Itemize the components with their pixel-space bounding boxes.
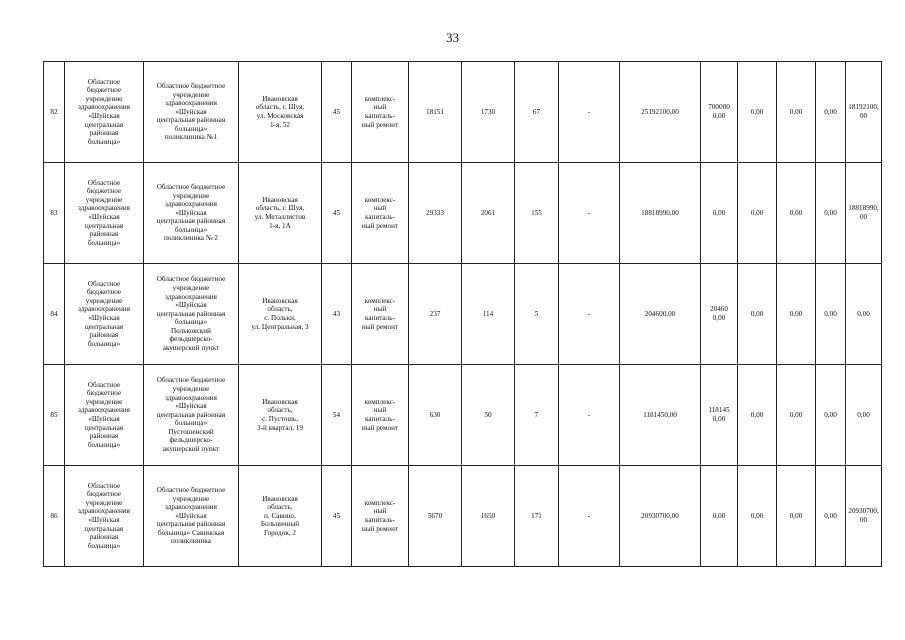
cost-cell: 1181450,00 bbox=[620, 365, 701, 466]
value-cell: 45 bbox=[322, 62, 352, 163]
address-cell: Ивановская область, п. Савино, Больничный Городок, 2 bbox=[239, 466, 322, 567]
organization-cell: Областное бюджетное учреждение здравоохранения «Шуйская центральная районная больница» bbox=[65, 466, 144, 567]
work-type-cell: комплекс- ный капиталь- ный ремонт bbox=[352, 264, 409, 365]
value-cell: 630 bbox=[409, 365, 462, 466]
value-cell: 18192100, 00 bbox=[846, 62, 882, 163]
value-cell: 0,00 bbox=[738, 163, 777, 264]
address-cell: Ивановская область, г. Шуя, ул. Металлистов 1-я, 1А bbox=[239, 163, 322, 264]
row-number: 83 bbox=[44, 163, 65, 264]
work-type-cell: комплекс- ный капиталь- ный ремонт bbox=[352, 163, 409, 264]
value-cell: 0,00 bbox=[816, 62, 846, 163]
value-cell: 50 bbox=[462, 365, 515, 466]
value-cell: 0,00 bbox=[846, 365, 882, 466]
value-cell: - bbox=[559, 365, 620, 466]
cost-cell: 25192100,00 bbox=[620, 62, 701, 163]
cost-cell: 18818990,00 bbox=[620, 163, 701, 264]
value-cell: 5670 bbox=[409, 466, 462, 567]
organization-cell: Областное бюджетное учреждение здравоохранения «Шуйская центральная районная больница» bbox=[65, 264, 144, 365]
organization-cell: Областное бюджетное учреждение здравоохранения «Шуйская центральная районная больница» bbox=[65, 365, 144, 466]
value-cell: - bbox=[559, 264, 620, 365]
table-row bbox=[44, 466, 882, 567]
value-cell: - bbox=[559, 163, 620, 264]
address-cell: Ивановская область, с. Польки, ул. Центральная, 3 bbox=[239, 264, 322, 365]
value-cell: 700000 0,00 bbox=[701, 62, 738, 163]
value-cell: 45 bbox=[322, 163, 352, 264]
value-cell: 0,00 bbox=[738, 264, 777, 365]
row-number: 84 bbox=[44, 264, 65, 365]
address-cell: Ивановская область, с. Пустошь, 3-й квартал, 19 bbox=[239, 365, 322, 466]
value-cell: 45 bbox=[322, 466, 352, 567]
table-row bbox=[44, 163, 882, 264]
organization-cell: Областное бюджетное учреждение здравоохранения «Шуйская центральная районная больница» bbox=[65, 62, 144, 163]
cost-cell: 204600,00 bbox=[620, 264, 701, 365]
value-cell: 5 bbox=[515, 264, 559, 365]
value-cell: 54 bbox=[322, 365, 352, 466]
value-cell: 1650 bbox=[462, 466, 515, 567]
facility-cell: Областное бюджетное учреждение здравоохранения «Шуйская центральная районная больница» поликлиника №1 bbox=[144, 62, 239, 163]
work-type-cell: комплекс- ный капиталь- ный ремонт bbox=[352, 62, 409, 163]
value-cell: 0,00 bbox=[701, 163, 738, 264]
table-row bbox=[44, 264, 882, 365]
value-cell: 0,00 bbox=[777, 163, 816, 264]
value-cell: 1730 bbox=[462, 62, 515, 163]
facility-cell: Областное бюджетное учреждение здравоохранения «Шуйская центральная районная больница» поликлиника № 2 bbox=[144, 163, 239, 264]
value-cell: 155 bbox=[515, 163, 559, 264]
value-cell: 2061 bbox=[462, 163, 515, 264]
value-cell: - bbox=[559, 466, 620, 567]
value-cell: 20930700, 00 bbox=[846, 466, 882, 567]
value-cell: 114 bbox=[462, 264, 515, 365]
page-number: 33 bbox=[446, 30, 459, 45]
cost-cell: 20930700,00 bbox=[620, 466, 701, 567]
value-cell: 18151 bbox=[409, 62, 462, 163]
value-cell: 67 bbox=[515, 62, 559, 163]
address-cell: Ивановская область, г. Шуя, ул. Московская 1-я, 52 bbox=[239, 62, 322, 163]
value-cell: 0,00 bbox=[777, 264, 816, 365]
value-cell: 118145 0,00 bbox=[701, 365, 738, 466]
value-cell: 237 bbox=[409, 264, 462, 365]
value-cell: 0,00 bbox=[777, 62, 816, 163]
table-body bbox=[44, 62, 882, 567]
organization-cell: Областное бюджетное учреждение здравоохранения «Шуйская центральная районная больница» bbox=[65, 163, 144, 264]
value-cell: 0,00 bbox=[777, 365, 816, 466]
row-number: 85 bbox=[44, 365, 65, 466]
value-cell: 0,00 bbox=[816, 365, 846, 466]
facility-cell: Областное бюджетное учреждение здравоохранения «Шуйская центральная районная больница» Савинская поликлиника bbox=[144, 466, 239, 567]
value-cell: 0,00 bbox=[816, 264, 846, 365]
value-cell: 0,00 bbox=[816, 466, 846, 567]
row-number: 86 bbox=[44, 466, 65, 567]
value-cell: 18818990, 00 bbox=[846, 163, 882, 264]
value-cell: 171 bbox=[515, 466, 559, 567]
table-row bbox=[44, 62, 882, 163]
value-cell: 0,00 bbox=[701, 466, 738, 567]
value-cell: 20460 0,00 bbox=[701, 264, 738, 365]
value-cell: 43 bbox=[322, 264, 352, 365]
facility-cell: Областное бюджетное учреждение здравоохранения «Шуйская центральная районная больница» Польковский фельдшерско- акушерский пункт bbox=[144, 264, 239, 365]
value-cell: 0,00 bbox=[777, 466, 816, 567]
facilities-table bbox=[43, 61, 882, 567]
value-cell: 7 bbox=[515, 365, 559, 466]
value-cell: 0,00 bbox=[738, 365, 777, 466]
value-cell: 0,00 bbox=[738, 62, 777, 163]
value-cell: 0,00 bbox=[738, 466, 777, 567]
value-cell: 0,00 bbox=[816, 163, 846, 264]
value-cell: 0,00 bbox=[846, 264, 882, 365]
facility-cell: Областное бюджетное учреждение здравоохранения «Шуйская центральная районная больница» Пустошенский фельдшерско- акушерский пункт bbox=[144, 365, 239, 466]
value-cell: 29333 bbox=[409, 163, 462, 264]
table-row bbox=[44, 365, 882, 466]
value-cell: - bbox=[559, 62, 620, 163]
work-type-cell: комплекс- ный капиталь- ный ремонт bbox=[352, 365, 409, 466]
work-type-cell: комплекс- ный капиталь- ный ремонт bbox=[352, 466, 409, 567]
row-number: 82 bbox=[44, 62, 65, 163]
